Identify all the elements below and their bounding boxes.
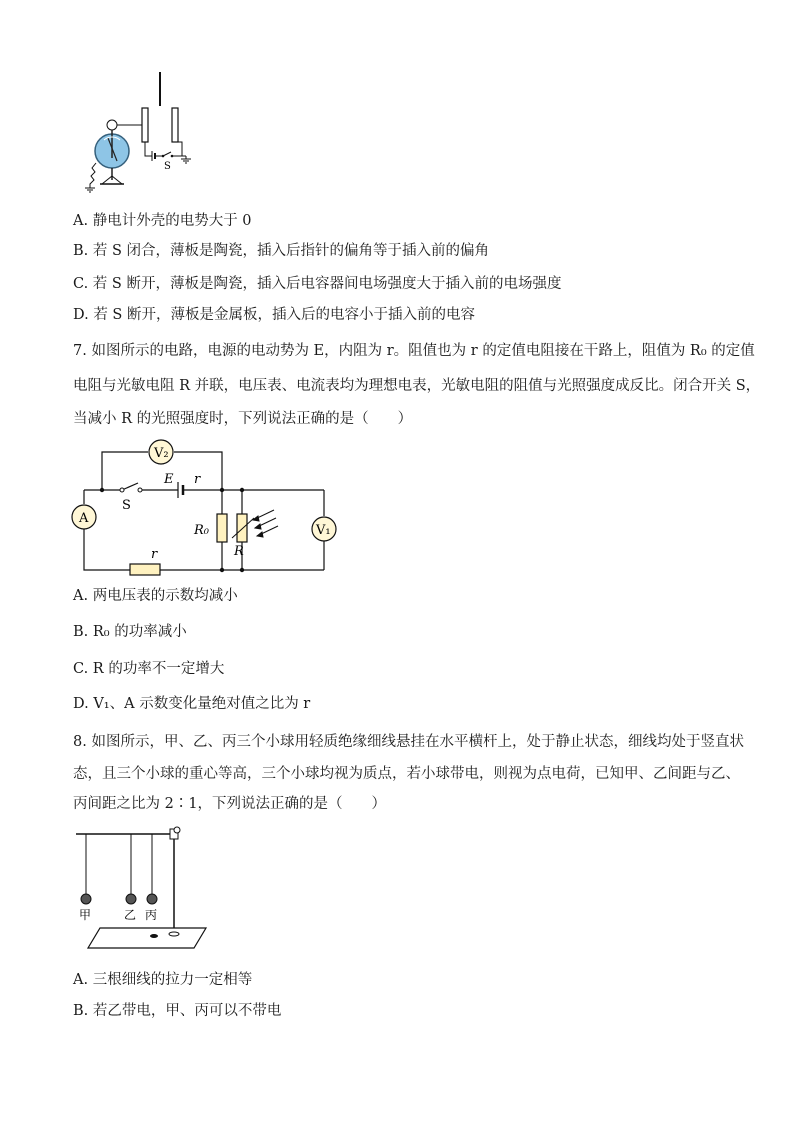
q6-option-a: A. 静电计外壳的电势大于 0 (73, 213, 252, 229)
svg-text:V₂: V₂ (154, 446, 169, 461)
ball-bing (147, 894, 157, 904)
ball-yi (126, 894, 136, 904)
resistor-r (130, 564, 160, 575)
photoresistor-r (237, 514, 247, 542)
stand-base (88, 928, 206, 948)
svg-text:S: S (122, 498, 131, 513)
ball-jia (81, 894, 91, 904)
svg-text:R₀: R₀ (194, 523, 209, 538)
ball-label-bing: 丙 (145, 908, 158, 922)
switch-s (122, 483, 138, 490)
q7-circuit-figure (70, 434, 342, 584)
q7-option-b: B. R₀ 的功率减小 (73, 624, 187, 640)
switch-blade (163, 152, 171, 156)
q8-stem-line-2: 态，且三个小球的重心等高，三个小球均视为质点，若小球带电，则视为点电荷，已知甲、乙间距与乙、 (73, 766, 740, 782)
electroscope-knob (107, 120, 117, 130)
q6-option-d: D. 若 S 断开，薄板是金属板，插入后的电容小于插入前的电容 (73, 307, 475, 323)
resistor-r0 (217, 514, 227, 542)
q8-stem-line-3: 丙间距之比为 2∶1，下列说法正确的是（ ） (73, 796, 387, 812)
q6-option-b: B. 若 S 闭合，薄板是陶瓷，插入后指针的偏角等于插入前的偏角 (73, 243, 490, 259)
q7-option-c: C. R 的功率不一定增大 (73, 661, 225, 677)
svg-text:E: E (164, 472, 174, 487)
q7-option-a: A. 两电压表的示数均减小 (73, 588, 238, 604)
q7-stem-line-1: 7. 如图所示的电路，电源的电动势为 E，内阻为 r。阻值也为 r 的定值电阻接在干路上，阻值为 R₀ 的定值 (73, 343, 755, 359)
q7-option-d: D. V₁、A 示数变化量绝对值之比为 r (73, 696, 311, 712)
electroscope-capacitor-figure (82, 68, 202, 198)
q7-stem-line-2: 电阻与光敏电阻 R 并联，电压表、电流表均为理想电表，光敏电阻的阻值与光照强度成反比。闭合开关 S， (73, 378, 761, 394)
ball-label-jia: 甲 (79, 908, 92, 922)
q8-option-a: A. 三根细线的拉力一定相等 (73, 972, 253, 988)
q6-option-c: C. 若 S 断开，薄板是陶瓷，插入后电容器间电场强度大于插入前的电场强度 (73, 276, 562, 292)
ball-label-yi: 乙 (124, 908, 137, 922)
q8-option-b: B. 若乙带电，甲、丙可以不带电 (73, 1003, 282, 1019)
light-arrows (253, 510, 278, 537)
svg-text:V₁: V₁ (316, 523, 331, 538)
q8-stem-line-1: 8. 如图所示，甲、乙、丙三个小球用轻质绝缘细线悬挂在水平横杆上，处于静止状态，细线均处于竖直状 (73, 734, 744, 750)
svg-text:A: A (79, 511, 89, 526)
q7-stem-line-3: 当减小 R 的光照强度时，下列说法正确的是（ ） (73, 411, 413, 427)
switch-label: S (164, 161, 171, 172)
svg-text:R: R (234, 544, 244, 559)
capacitor-plate-right (172, 108, 178, 142)
hanging-balls-figure (72, 824, 212, 954)
capacitor-plate-left (142, 108, 148, 142)
svg-text:r: r (194, 472, 201, 487)
svg-text:r: r (151, 547, 158, 562)
